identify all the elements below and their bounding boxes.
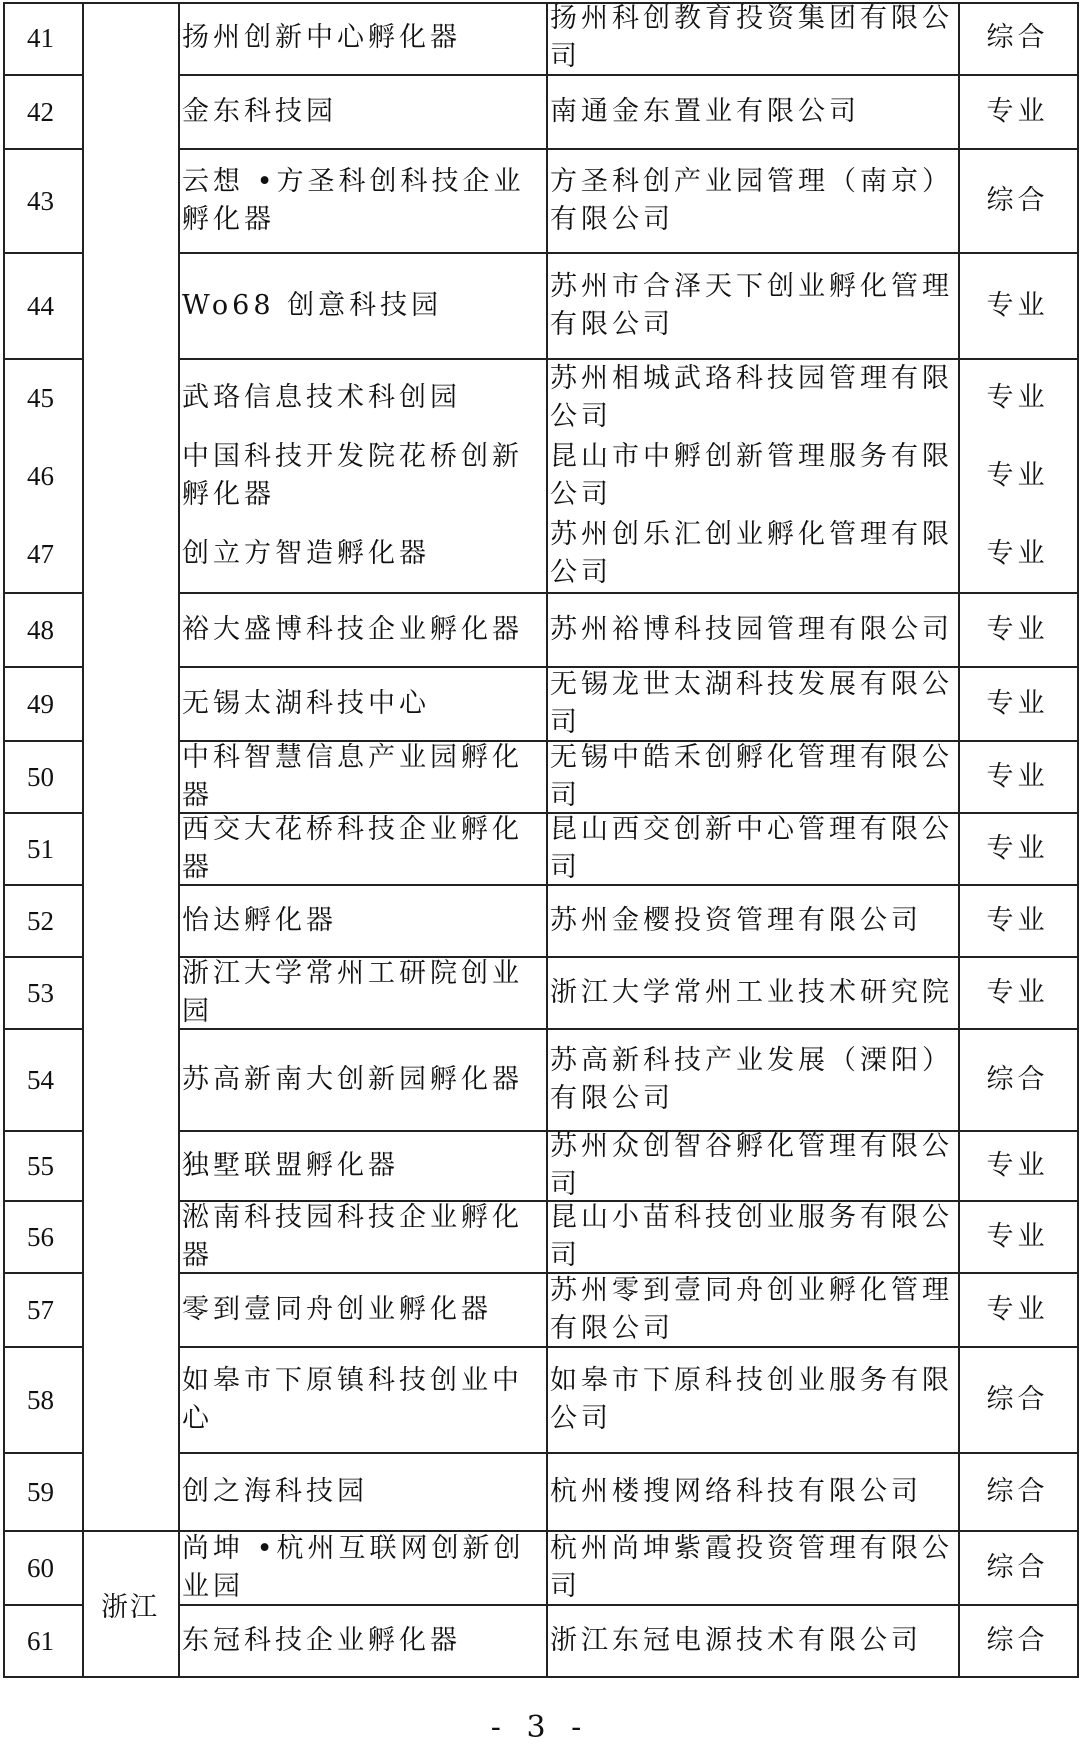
operator-name-text: 苏州裕博科技园管理有限公司 (550, 614, 953, 645)
incubator-type (958, 1532, 1077, 1604)
operator-name-text: 扬州科创教育投资集团有限公司 (550, 3, 953, 72)
row-number-text: 57 (27, 1295, 54, 1325)
incubator-type-text: 综合 (986, 1476, 1049, 1507)
operator-name (550, 668, 956, 740)
table-border-h (3, 1676, 1077, 1678)
operator-name (550, 2, 956, 74)
incubator-name (182, 1606, 544, 1676)
row-number (27, 1532, 82, 1604)
operator-name-text: 苏州金樱投资管理有限公司 (550, 905, 922, 936)
incubator-type-text: 综合 (986, 1625, 1049, 1656)
operator-name-text: 如皋市下原科技创业服务有限公司 (550, 1365, 953, 1434)
incubator-name-text: 中科智慧信息产业园孵化器 (182, 742, 523, 811)
incubator-name-text: 浙江大学常州工研院创业园 (182, 958, 523, 1027)
operator-name (550, 1454, 956, 1530)
incubator-name-text: 苏高新南大创新园孵化器 (182, 1064, 523, 1095)
operator-name-text: 苏州市合泽天下创业孵化管理有限公司 (550, 271, 953, 340)
row-number-text: 56 (27, 1222, 54, 1252)
operator-name-text: 南通金东置业有限公司 (550, 96, 860, 127)
table-border-v (178, 2, 180, 1678)
row-number (27, 1606, 82, 1676)
incubator-name-text: 裕大盛博科技企业孵化器 (182, 614, 523, 645)
operator-name (550, 254, 956, 358)
incubator-type-text: 综合 (986, 1064, 1049, 1095)
row-number-text: 54 (27, 1065, 54, 1095)
row-number-text: 55 (27, 1151, 54, 1181)
operator-name (550, 516, 956, 592)
incubator-type (958, 438, 1077, 514)
operator-name (550, 886, 956, 956)
incubator-name (182, 1202, 544, 1272)
row-number (27, 1348, 82, 1452)
operator-name (550, 742, 956, 812)
row-number-text: 59 (27, 1477, 54, 1507)
incubator-type (958, 254, 1077, 358)
incubator-name-text: 创立方智造孵化器 (182, 538, 430, 569)
incubator-type (958, 2, 1077, 74)
incubator-name (182, 150, 544, 252)
row-number (27, 438, 82, 514)
incubator-name-text: 零到壹同舟创业孵化器 (182, 1294, 492, 1325)
incubator-name-text: 独墅联盟孵化器 (182, 1150, 399, 1181)
row-number (27, 594, 82, 666)
incubator-type-text: 专业 (986, 382, 1049, 413)
incubator-type-text: 专业 (986, 290, 1049, 321)
row-number (27, 76, 82, 148)
operator-name (550, 594, 956, 666)
operator-name-text: 昆山西交创新中心管理有限公司 (550, 814, 953, 883)
operator-name-text: 苏州零到壹同舟创业孵化管理有限公司 (550, 1275, 953, 1344)
incubator-type (958, 1030, 1077, 1130)
row-number-text: 46 (27, 461, 54, 491)
incubator-name-text: 淞南科技园科技企业孵化器 (182, 1202, 523, 1271)
table-border-v (3, 2, 5, 1678)
table-border-v (1077, 2, 1079, 1678)
operator-name-text: 苏高新科技产业发展（溧阳）有限公司 (550, 1045, 953, 1114)
incubator-name-text: 尚坤 •杭州互联网创新创业园 (182, 1533, 525, 1602)
operator-name (550, 1030, 956, 1130)
row-number-text: 49 (27, 689, 54, 719)
incubator-name (182, 360, 544, 436)
page-number: - 3 - (490, 1710, 590, 1745)
row-number (27, 360, 82, 436)
row-number (27, 1202, 82, 1272)
incubator-type (958, 150, 1077, 252)
incubator-name-text: 无锡太湖科技中心 (182, 688, 430, 719)
region-cell-zhejiang: 浙江 (101, 1591, 159, 1623)
incubator-type-text: 专业 (986, 1221, 1049, 1252)
operator-name (550, 76, 956, 148)
incubator-name (182, 668, 544, 740)
operator-name-text: 浙江大学常州工业技术研究院 (550, 977, 953, 1008)
incubator-name (182, 1274, 544, 1346)
row-number (27, 814, 82, 884)
operator-name (550, 958, 956, 1028)
incubator-type-text: 专业 (986, 1150, 1049, 1181)
operator-name-text: 苏州相城武珞科技园管理有限公司 (550, 363, 953, 432)
incubator-type (958, 76, 1077, 148)
row-number-text: 41 (27, 23, 54, 53)
incubator-type-text: 专业 (986, 538, 1049, 569)
incubator-type (958, 1202, 1077, 1272)
operator-name-text: 杭州楼搜网络科技有限公司 (550, 1476, 922, 1507)
incubator-name-text: 创之海科技园 (182, 1476, 368, 1507)
incubator-type (958, 594, 1077, 666)
operator-name-text: 无锡龙世太湖科技发展有限公司 (550, 669, 953, 738)
incubator-name-text: Wo68 创意科技园 (182, 290, 443, 321)
row-number-text: 53 (27, 978, 54, 1008)
incubator-name (182, 516, 544, 592)
row-number-text: 42 (27, 97, 54, 127)
operator-name (550, 360, 956, 436)
incubator-name (182, 1132, 544, 1200)
row-number (27, 2, 82, 74)
row-number-text: 60 (27, 1553, 54, 1583)
incubator-type (958, 814, 1077, 884)
incubator-type (958, 742, 1077, 812)
row-number (27, 1132, 82, 1200)
row-number (27, 742, 82, 812)
row-number (27, 1274, 82, 1346)
incubator-type-text: 专业 (986, 614, 1049, 645)
incubator-type-text: 专业 (986, 688, 1049, 719)
incubator-name (182, 1532, 544, 1604)
incubator-name (182, 814, 544, 884)
row-number-text: 47 (27, 539, 54, 569)
row-number-text: 43 (27, 186, 54, 216)
table-border-v (82, 2, 84, 1678)
incubator-type (958, 1274, 1077, 1346)
operator-name-text: 浙江东冠电源技术有限公司 (550, 1625, 922, 1656)
incubator-name (182, 958, 544, 1028)
operator-name (550, 1202, 956, 1272)
row-number (27, 150, 82, 252)
incubator-type (958, 360, 1077, 436)
incubator-name-text: 武珞信息技术科创园 (182, 382, 461, 413)
row-number-text: 44 (27, 291, 54, 321)
row-number-text: 48 (27, 615, 54, 645)
row-number (27, 958, 82, 1028)
row-number-text: 45 (27, 383, 54, 413)
incubator-type (958, 886, 1077, 956)
incubator-name-text: 如皋市下原镇科技创业中心 (182, 1365, 523, 1434)
incubator-name (182, 886, 544, 956)
incubator-type-text: 专业 (986, 460, 1049, 491)
operator-name-text: 无锡中皓禾创孵化管理有限公司 (550, 742, 953, 811)
incubator-type-text: 综合 (986, 1552, 1049, 1583)
row-number (27, 254, 82, 358)
incubator-name-text: 西交大花桥科技企业孵化器 (182, 814, 523, 883)
operator-name-text: 苏州创乐汇创业孵化管理有限公司 (550, 519, 953, 588)
operator-name-text: 昆山市中孵创新管理服务有限公司 (550, 441, 953, 510)
row-number-text: 58 (27, 1385, 54, 1415)
row-number (27, 886, 82, 956)
operator-name-text: 方圣科创产业园管理（南京）有限公司 (550, 166, 953, 235)
operator-name-text: 苏州众创智谷孵化管理有限公司 (550, 1131, 953, 1200)
operator-name-text: 昆山小苗科技创业服务有限公司 (550, 1202, 953, 1271)
row-number (27, 516, 82, 592)
incubator-name (182, 594, 544, 666)
row-number-text: 51 (27, 834, 54, 864)
incubator-name (182, 438, 544, 514)
incubator-type-text: 专业 (986, 833, 1049, 864)
incubator-type-text: 专业 (986, 761, 1049, 792)
incubator-type (958, 668, 1077, 740)
table-border-v (546, 2, 548, 1678)
incubator-type (958, 1132, 1077, 1200)
operator-name (550, 1132, 956, 1200)
operator-name (550, 814, 956, 884)
incubator-type (958, 1454, 1077, 1530)
incubator-type-text: 专业 (986, 96, 1049, 127)
incubator-name-text: 扬州创新中心孵化器 (182, 22, 461, 53)
operator-name (550, 1606, 956, 1676)
incubator-type (958, 1606, 1077, 1676)
row-number (27, 668, 82, 740)
row-number-text: 61 (27, 1626, 54, 1656)
operator-name (550, 1274, 956, 1346)
incubator-type-text: 综合 (986, 1384, 1049, 1415)
operator-name-text: 杭州尚坤紫霞投资管理有限公司 (550, 1533, 953, 1602)
incubator-type-text: 专业 (986, 1294, 1049, 1325)
incubator-name (182, 742, 544, 812)
row-number (27, 1454, 82, 1530)
operator-name (550, 438, 956, 514)
incubator-type-text: 专业 (986, 977, 1049, 1008)
incubator-name (182, 2, 544, 74)
operator-name (550, 150, 956, 252)
incubator-type-text: 综合 (986, 22, 1049, 53)
operator-name (550, 1532, 956, 1604)
incubator-name-text: 东冠科技企业孵化器 (182, 1625, 461, 1656)
incubator-name-text: 中国科技开发院花桥创新孵化器 (182, 441, 523, 510)
incubator-name-text: 金东科技园 (182, 96, 337, 127)
incubator-name (182, 254, 544, 358)
row-number (27, 1030, 82, 1130)
incubator-name (182, 1454, 544, 1530)
row-number-text: 52 (27, 906, 54, 936)
incubator-name (182, 1348, 544, 1452)
incubator-type-text: 专业 (986, 905, 1049, 936)
incubator-type (958, 1348, 1077, 1452)
row-number-text: 50 (27, 762, 54, 792)
incubator-type (958, 958, 1077, 1028)
incubator-name-text: 云想 •方圣科创科技企业孵化器 (182, 166, 525, 235)
incubator-type-text: 综合 (986, 185, 1049, 216)
incubator-name (182, 76, 544, 148)
incubator-type (958, 516, 1077, 592)
incubator-name-text: 怡达孵化器 (182, 905, 337, 936)
operator-name (550, 1348, 956, 1452)
incubator-name (182, 1030, 544, 1130)
